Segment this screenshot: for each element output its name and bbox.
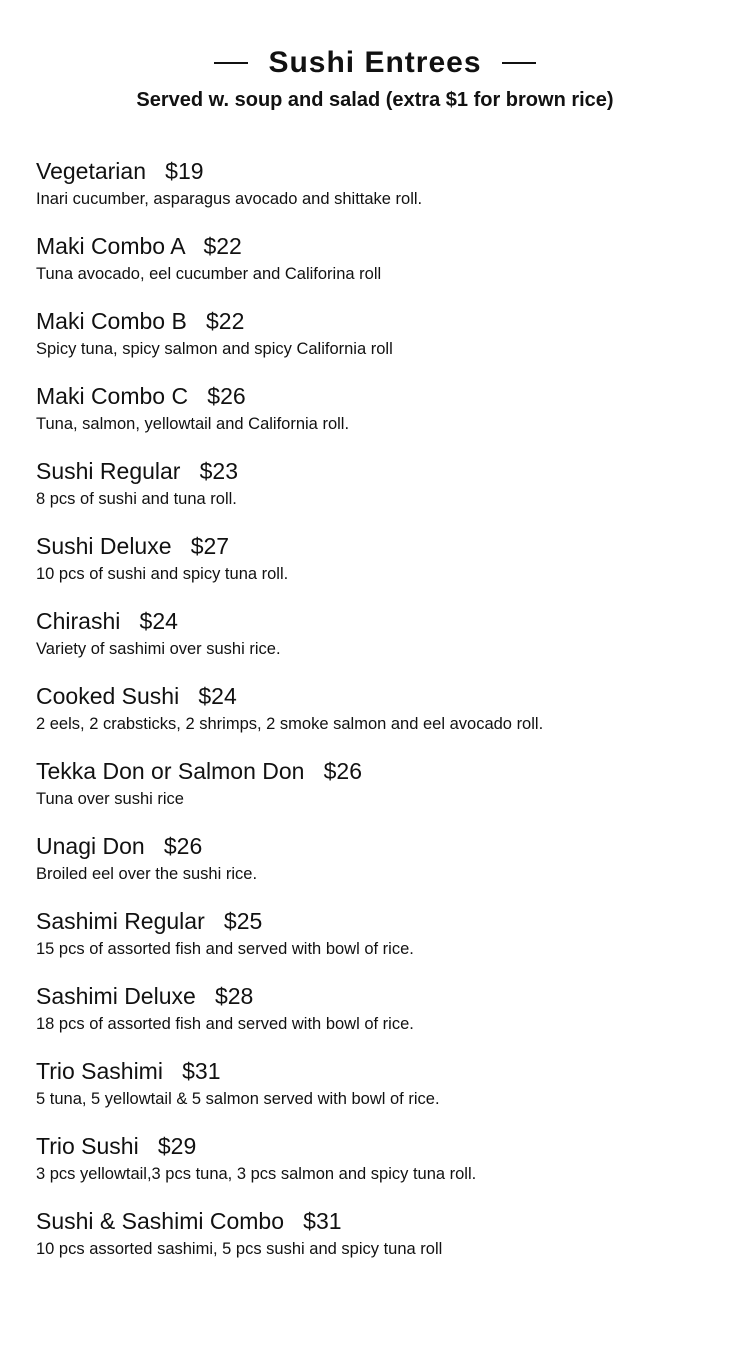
menu-item-sushi-sashimi-combo bbox=[36, 1206, 726, 1281]
menu-item-title bbox=[36, 156, 726, 186]
menu-item-description: Tuna avocado, eel cucumber and Califorina roll bbox=[36, 265, 382, 283]
menu-list bbox=[36, 156, 726, 1281]
menu-item-name: Sushi & Sashimi Combo bbox=[36, 1208, 284, 1234]
menu-item-price: $31 bbox=[182, 1058, 221, 1084]
menu-item-price: $26 bbox=[323, 758, 363, 784]
right-title-rule bbox=[502, 62, 536, 64]
menu-item-name: Sushi Regular bbox=[36, 458, 181, 484]
menu-item-name: Unagi Don bbox=[36, 833, 145, 859]
menu-item-title bbox=[36, 381, 726, 411]
menu-item-title bbox=[36, 1131, 726, 1161]
menu-item-cooked-sushi bbox=[36, 681, 726, 756]
menu-item-title bbox=[36, 981, 726, 1011]
menu-item-price: $23 bbox=[199, 458, 239, 484]
menu-item-title bbox=[36, 756, 726, 786]
menu-item-title bbox=[36, 831, 726, 861]
menu-item-title bbox=[36, 1206, 726, 1236]
menu-item-title bbox=[36, 531, 726, 561]
menu-item-price: $22 bbox=[203, 233, 242, 259]
menu-item-maki-combo-a bbox=[36, 231, 726, 306]
menu-item-name: Trio Sushi bbox=[36, 1133, 139, 1159]
menu-item-description: Inari cucumber, asparagus avocado and shittake roll. bbox=[36, 190, 423, 208]
menu-item-title bbox=[36, 906, 726, 936]
menu-item-price: $22 bbox=[206, 308, 245, 334]
menu-item-name: Chirashi bbox=[36, 608, 121, 634]
menu-item-name: Cooked Sushi bbox=[36, 683, 180, 709]
menu-item-sashimi-deluxe bbox=[36, 981, 726, 1056]
menu-item-description: 10 pcs of sushi and spicy tuna roll. bbox=[36, 565, 289, 583]
menu-item-price: $25 bbox=[223, 908, 263, 934]
menu-item-name: Sashimi Deluxe bbox=[36, 983, 196, 1009]
menu-item-title bbox=[36, 306, 726, 336]
menu-item-description: Tuna, salmon, yellowtail and California roll. bbox=[36, 415, 350, 433]
menu-item-chirashi bbox=[36, 606, 726, 681]
menu-item-unagi-don bbox=[36, 831, 726, 906]
menu-item-trio-sashimi bbox=[36, 1056, 726, 1131]
menu-item-description: 3 pcs yellowtail,3 pcs tuna, 3 pcs salmon and spicy tuna roll. bbox=[36, 1165, 477, 1183]
menu-item-name: Vegetarian bbox=[36, 158, 146, 184]
menu-item-price: $19 bbox=[165, 158, 204, 184]
menu-item-description: 15 pcs of assorted fish and served with bowl of rice. bbox=[36, 940, 414, 958]
menu-item-title bbox=[36, 606, 726, 636]
menu-item-price: $27 bbox=[190, 533, 230, 559]
menu-item-description: 5 tuna, 5 yellowtail & 5 salmon served with bowl of rice. bbox=[36, 1090, 440, 1108]
menu-item-name: Tekka Don or Salmon Don bbox=[36, 758, 305, 784]
menu-item-name: Trio Sashimi bbox=[36, 1058, 163, 1084]
menu-item-description: 2 eels, 2 crabsticks, 2 shrimps, 2 smoke salmon and eel avocado roll. bbox=[36, 715, 544, 733]
menu-item-title bbox=[36, 231, 726, 261]
menu-item-price: $24 bbox=[139, 608, 178, 634]
menu-item-name: Sashimi Regular bbox=[36, 908, 205, 934]
menu-item-sushi-deluxe bbox=[36, 531, 726, 606]
menu-item-price: $29 bbox=[157, 1133, 197, 1159]
menu-item-title bbox=[36, 456, 726, 486]
page-title: Sushi Entrees bbox=[268, 46, 482, 79]
left-title-rule bbox=[214, 62, 248, 64]
menu-item-price: $26 bbox=[207, 383, 246, 409]
menu-item-name: Maki Combo B bbox=[36, 308, 187, 334]
menu-item-trio-sushi bbox=[36, 1131, 726, 1206]
menu-item-price: $31 bbox=[303, 1208, 342, 1234]
menu-item-maki-combo-b bbox=[36, 306, 726, 381]
menu-item-sushi-regular bbox=[36, 456, 726, 531]
menu-item-description: 18 pcs of assorted fish and served with bowl of rice. bbox=[36, 1015, 414, 1033]
menu-item-title bbox=[36, 1056, 726, 1086]
menu-item-title bbox=[36, 681, 726, 711]
menu-item-maki-combo-c bbox=[36, 381, 726, 456]
menu-item-price: $28 bbox=[214, 983, 254, 1009]
menu-item-price: $26 bbox=[163, 833, 203, 859]
menu-item-sashimi-regular bbox=[36, 906, 726, 981]
menu-header bbox=[0, 44, 750, 112]
menu-item-vegetarian bbox=[36, 156, 726, 231]
menu-item-name: Maki Combo C bbox=[36, 383, 189, 409]
menu-item-name: Maki Combo A bbox=[36, 233, 185, 259]
menu-item-description: Spicy tuna, spicy salmon and spicy California roll bbox=[36, 340, 393, 358]
title-row bbox=[0, 44, 750, 82]
menu-item-description: 10 pcs assorted sashimi, 5 pcs sushi and spicy tuna roll bbox=[36, 1240, 443, 1258]
menu-item-tekka-don bbox=[36, 756, 726, 831]
page-subtitle: Served w. soup and salad (extra $1 for brown rice) bbox=[136, 89, 614, 111]
menu-item-description: Broiled eel over the sushi rice. bbox=[36, 865, 258, 883]
menu-item-description: Tuna over sushi rice bbox=[36, 790, 184, 808]
menu-item-name: Sushi Deluxe bbox=[36, 533, 172, 559]
menu-item-description: 8 pcs of sushi and tuna roll. bbox=[36, 490, 237, 508]
menu-item-description: Variety of sashimi over sushi rice. bbox=[36, 640, 281, 658]
menu-item-price: $24 bbox=[198, 683, 237, 709]
